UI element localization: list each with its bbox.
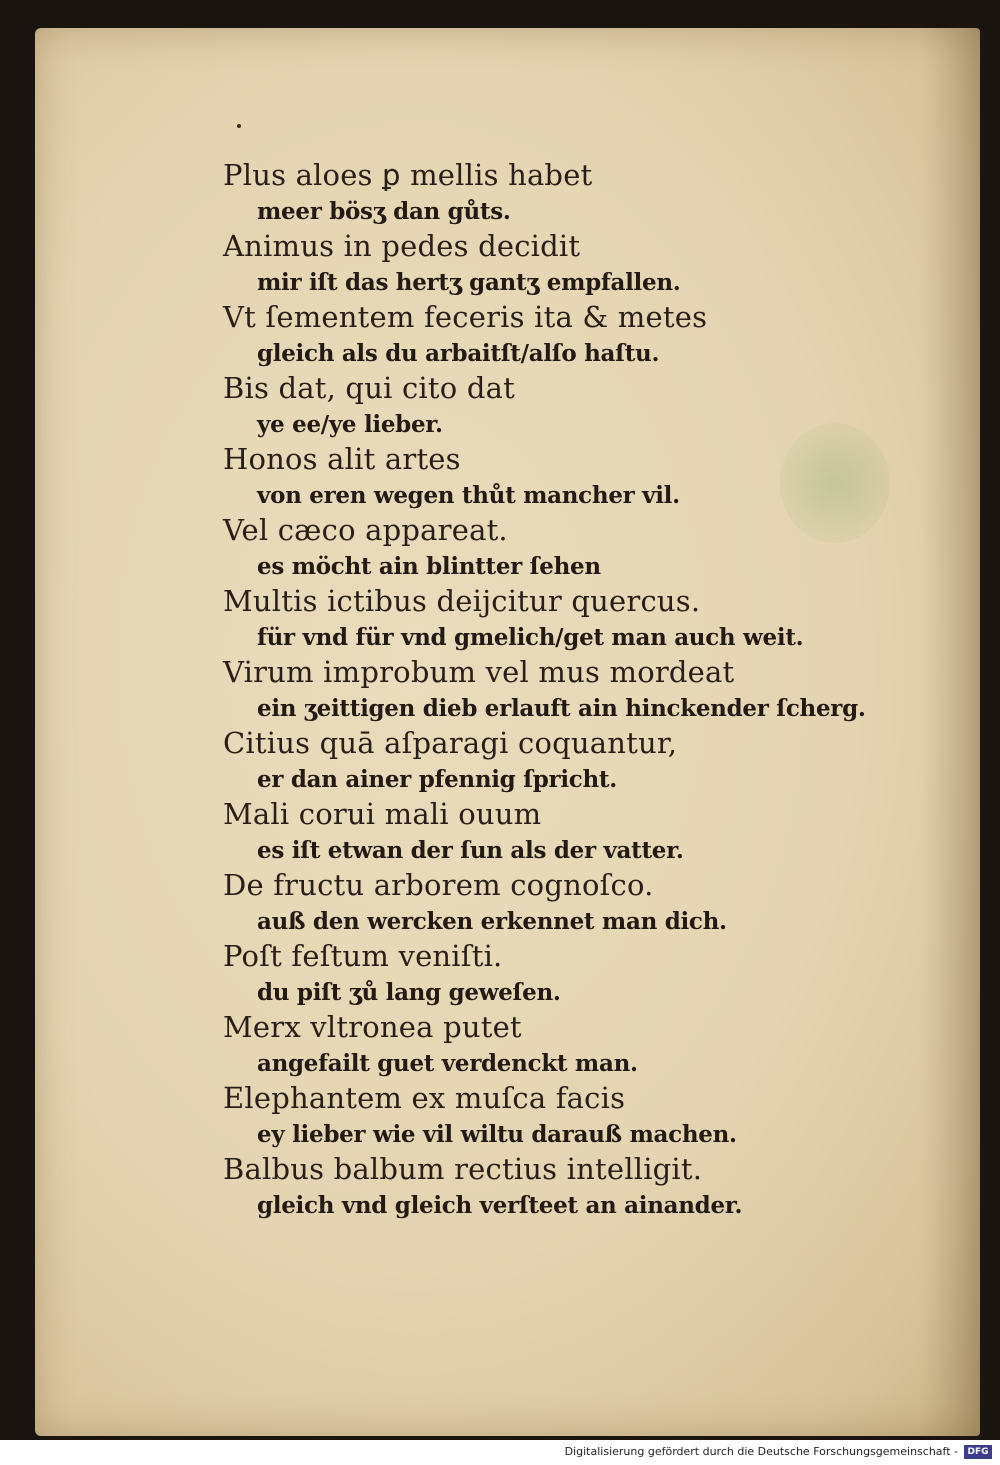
german-translation: angefailt guet verdenckt man. (257, 1049, 638, 1077)
latin-proverb: Citius quā aſparagi coquantur, (223, 726, 678, 760)
footer-credit: Digitalisierung gefördert durch die Deutsche Forschungsgemeinschaft - (564, 1445, 958, 1458)
dfg-logo: DFG (964, 1445, 992, 1459)
footer-bar (0, 1440, 1000, 1465)
german-translation: es möcht ain blintter ſehen (257, 552, 601, 580)
german-translation: für vnd für vnd gmelich/get man auch weit. (257, 623, 804, 651)
german-translation: es iſt etwan der ſun als der vatter. (257, 836, 684, 864)
german-translation: er dan ainer pfennig ſpricht. (257, 765, 617, 793)
latin-proverb: De fructu arborem cognoſco. (223, 868, 654, 902)
book-page (35, 28, 980, 1436)
german-translation: mir iſt das hertʒ gantʒ empfallen. (257, 268, 681, 296)
latin-proverb: Plus aloes ꝑ mellis habet (223, 158, 593, 192)
latin-proverb: Multis ictibus deijcitur quercus. (223, 584, 701, 618)
latin-proverb: Bis dat, qui cito dat (223, 371, 515, 405)
latin-proverb: Elephantem ex muſca facis (223, 1081, 626, 1115)
latin-proverb: Virum improbum vel mus mordeat (223, 655, 735, 689)
latin-proverb: Merx vltronea putet (223, 1010, 522, 1044)
proverb-list (223, 158, 963, 1223)
latin-proverb: Balbus balbum rectius intelligit. (223, 1152, 703, 1186)
german-translation: auß den wercken erkennet man dich. (257, 907, 727, 935)
latin-proverb: Vel cæco appareat. (223, 513, 508, 547)
german-translation: meer bösʒ dan gůts. (257, 197, 511, 225)
german-translation: gleich als du arbaitſt/alſo haſtu. (257, 339, 660, 367)
german-translation: ein ʒeittigen dieb erlauft ain hinckender ſcherg. (257, 694, 866, 722)
latin-proverb: Poſt feſtum veniſti. (223, 939, 503, 973)
latin-proverb: Mali corui mali ouum (223, 797, 542, 831)
latin-proverb: Honos alit artes (223, 442, 461, 476)
german-translation: ey lieber wie vil wiltu darauß machen. (257, 1120, 737, 1148)
german-translation: von eren wegen thůt mancher vil. (257, 481, 680, 509)
latin-proverb: Vt ſementem feceris ita & metes (223, 300, 708, 334)
latin-proverb: Animus in pedes decidit (223, 229, 581, 263)
german-translation: gleich vnd gleich verſteet an ainander. (257, 1191, 743, 1219)
german-translation: du piſt ʒů lang geweſen. (257, 978, 561, 1006)
german-translation: ye ee/ye lieber. (257, 410, 443, 438)
ink-dot (237, 124, 241, 128)
